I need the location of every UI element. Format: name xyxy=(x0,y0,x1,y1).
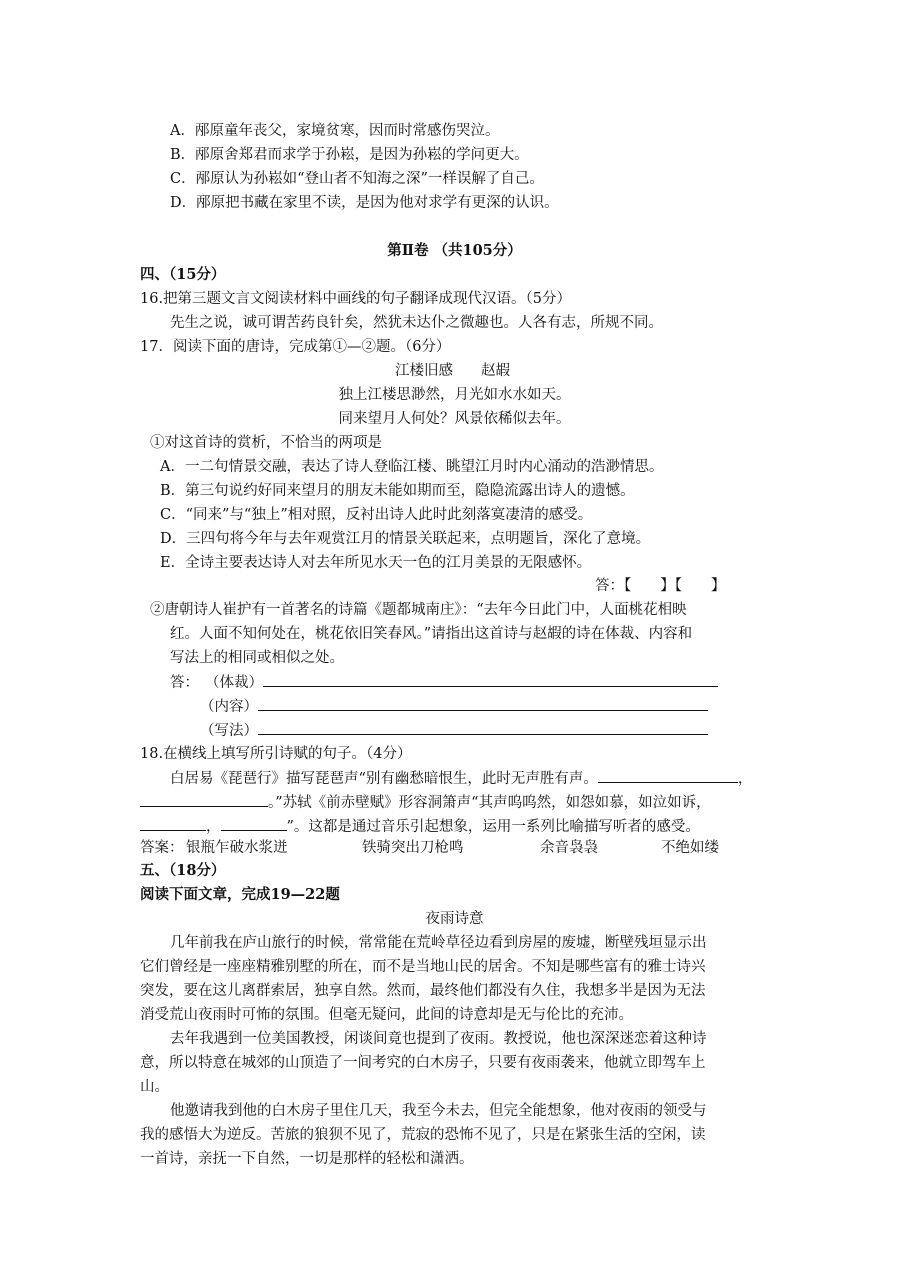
q18-line-2 xyxy=(140,792,711,813)
para1-line-3: 突发，要在这儿离群索居，独享自然。然而，最终他们都没有久住，我想多半是因为无法 xyxy=(140,983,706,999)
q18-line-2-text: 。”苏轼《前赤壁赋》形容洞箫声“其声呜呜然，如怨如慕，如泣如诉， xyxy=(268,795,711,811)
label-content: （内容） xyxy=(200,699,258,715)
sub2-line-3: 写法上的相同或相似之处。 xyxy=(170,650,344,666)
option-b: B．邴原舍郑君而求学于孙崧，是因为孙崧的学问更大。 xyxy=(170,147,529,163)
q18-blank-2[interactable] xyxy=(140,792,268,807)
para2-line-1: 去年我遇到一位美国教授，闲谈间竟也提到了夜雨。教授说，他也深深迷恋着这种诗 xyxy=(170,1031,707,1047)
sub1-answer: 答：【 】【 】 xyxy=(595,578,726,594)
sub1-option-d: D．三四句将今年与去年观赏江月的情景关联起来，点明题旨，深化了意境。 xyxy=(160,531,651,547)
q18-answer-1: 银瓶乍破水浆迸 xyxy=(186,840,288,856)
section5-heading: 五、（18分） xyxy=(140,862,226,879)
q18-blank-4[interactable] xyxy=(221,816,287,831)
part2-title: 第Ⅱ卷 （共105分） xyxy=(387,242,522,259)
option-a: A．邴原童年丧父，家境贫寒，因而时常感伤哭泣。 xyxy=(170,123,500,139)
poem-line-1: 独上江楼思渺然，月光如水水如天。 xyxy=(338,387,571,403)
q16-sentence: 先生之说，诚可谓苦药良针矣，然犹未达仆之微趣也。人各有志，所规不同。 xyxy=(170,315,663,331)
blank-content[interactable] xyxy=(258,696,708,711)
para3-line-2: 我的感悟大为逆反。苦旅的狼狈不见了，荒寂的恐怖不见了，只是在紧张生活的空闲，读 xyxy=(140,1127,706,1143)
label-genre: （体裁） xyxy=(205,675,263,691)
sub1-stem: ①对这首诗的赏析，不恰当的两项是 xyxy=(150,435,382,451)
sub2-line-1: ②唐朝诗人崔护有一首著名的诗篇《题都城南庄》：“去年今日此门中，人面桃花相映 xyxy=(150,602,687,618)
sub1-option-e: E．全诗主要表达诗人对去年所见水天一色的江月美景的无限感怀。 xyxy=(160,555,592,571)
q17-title: 17．阅读下面的唐诗，完成第①—②题。（6分） xyxy=(140,339,451,355)
q16-title: 16.把第三题文言文阅读材料中画线的句子翻译成现代汉语。（5分） xyxy=(140,291,572,307)
q18-blank-3[interactable] xyxy=(140,816,206,831)
q18-line-3 xyxy=(140,816,700,837)
section4-heading: 四、（15分） xyxy=(140,266,226,283)
q18-blank-1[interactable] xyxy=(598,768,738,783)
q18-line-1-end: ， xyxy=(737,771,753,787)
section5-instruction: 阅读下面文章，完成19—22题 xyxy=(140,886,340,903)
option-d: D．邴原把书藏在家里不读，是因为他对求学有更深的认识。 xyxy=(170,195,559,211)
essay-title: 夜雨诗意 xyxy=(425,911,484,927)
q18-line-1-text: 白居易《琵琶行》描写琵琶声“别有幽愁暗恨生，此时无声胜有声。 xyxy=(170,771,598,787)
sub1-option-b: B．第三句说约好同来望月的朋友未能如期而至，隐隐流露出诗人的遗憾。 xyxy=(160,483,635,499)
para2-line-3: 山。 xyxy=(140,1079,169,1095)
para3-line-1: 他邀请我到他的白木房子里住几天，我至今未去，但完全能想象，他对夜雨的领受与 xyxy=(170,1103,707,1119)
q18-line-3-comma: ， xyxy=(206,819,221,835)
para2-line-2: 意，所以特意在城郊的山顶造了一间考究的白木房子，只要有夜雨袭来，他就立即驾车上 xyxy=(140,1055,706,1071)
q18-line-3-text: ”。这都是通过音乐引起想象，运用一系列比喻描写听者的感受。 xyxy=(286,819,700,835)
sub1-option-a: A．一二句情景交融，表达了诗人登临江楼、眺望江月时内心涌动的浩渺情思。 xyxy=(160,459,664,475)
sub1-option-c: C．“同来”与“独上”相对照，反衬出诗人此时此刻落寞凄清的感受。 xyxy=(160,507,593,523)
poem-line-2: 同来望月人何处？风景依稀似去年。 xyxy=(338,411,571,427)
poem-author: 赵嘏 xyxy=(481,363,510,379)
q18-line-1 xyxy=(170,768,752,789)
q18-answer-4: 不绝如缕 xyxy=(661,840,719,856)
poem-title-text: 江楼旧感 xyxy=(395,363,453,379)
para3-line-3: 一首诗，亲抚一下自然，一切是那样的轻松和潇洒。 xyxy=(140,1151,474,1167)
para1-line-4: 消受荒山夜雨时可怖的氛围。但毫无疑问，此间的诗意却是无与伦比的充沛。 xyxy=(140,1007,633,1023)
poem-title xyxy=(395,361,510,381)
sub2-line-2: 红。人面不知何处在，桃花依旧笑春风。”请指出这首诗与赵嘏的诗在体裁、内容和 xyxy=(170,626,693,642)
q18-title: 18.在横线上填写所引诗赋的句子。（4分） xyxy=(140,746,412,762)
option-c: C．邴原认为孙崧如“登山者不知海之深”一样误解了自己。 xyxy=(170,171,544,187)
para1-line-2: 它们曾经是一座座精雅别墅的所在，而不是当地山民的居舍。不知是哪些富有的雅士诗兴 xyxy=(140,959,706,975)
blank-method[interactable] xyxy=(258,720,708,735)
q18-answer-2: 铁骑突出刀枪鸣 xyxy=(362,840,464,856)
answer-prefix: 答： xyxy=(170,675,199,691)
sub2-answer-content xyxy=(200,696,708,717)
label-method: （写法） xyxy=(200,723,258,739)
q18-answer-label: 答案： xyxy=(140,840,184,856)
sub2-answer-method xyxy=(200,720,708,741)
q18-answer-3: 余音袅袅 xyxy=(540,840,598,856)
para1-line-1: 几年前我在庐山旅行的时候，常常能在荒岭草径边看到房屋的废墟，断壁残垣显示出 xyxy=(170,935,707,951)
sub2-answer-genre xyxy=(170,672,718,693)
blank-genre[interactable] xyxy=(263,672,718,687)
